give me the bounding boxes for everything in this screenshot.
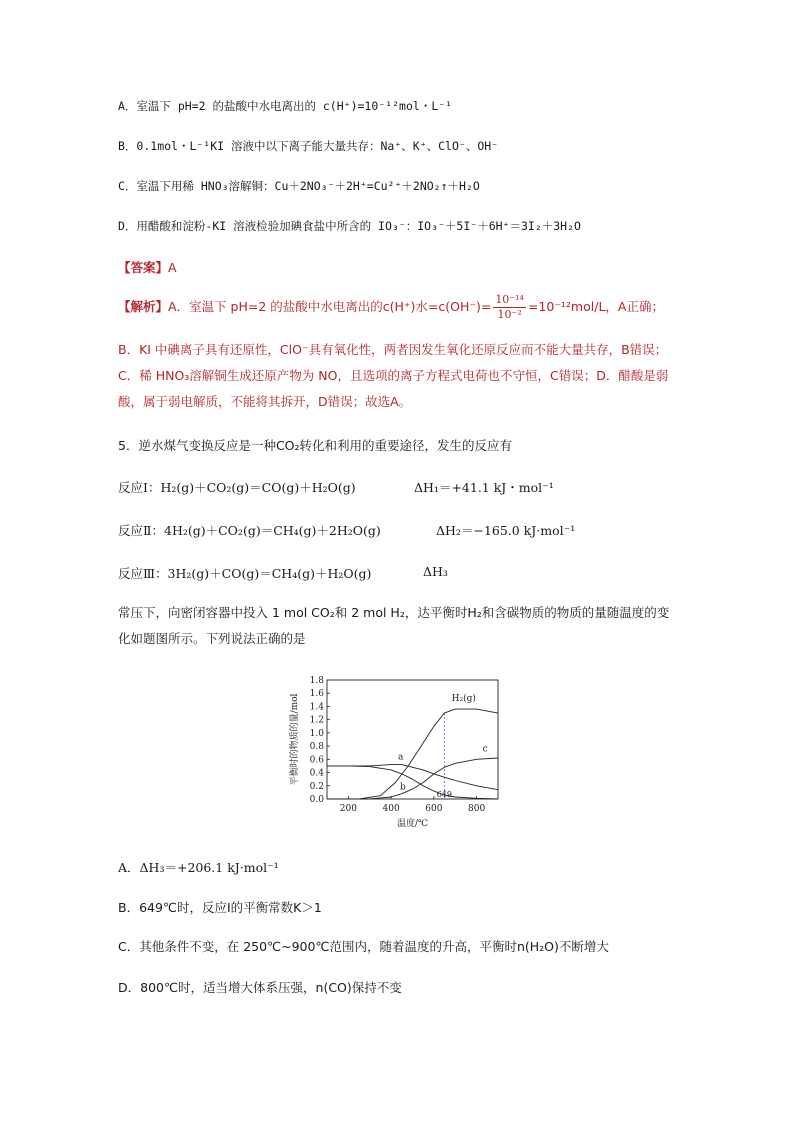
y-tick-label: 1.8	[309, 676, 324, 686]
y-tick-label: 1.0	[309, 728, 324, 739]
x-tick-label: 600	[425, 804, 443, 814]
answer-label: 【答案】	[118, 260, 169, 275]
y-tick-label: 1.2	[309, 715, 324, 726]
y-tick-label: 0.2	[309, 781, 324, 792]
fraction-denominator: 10⁻²	[497, 308, 522, 321]
analysis-fraction	[493, 293, 526, 322]
series-label-b: b	[399, 782, 406, 793]
q5-option-d: D．800℃时，适当增大体系压强，n(CO)保持不变	[118, 980, 402, 995]
q4-analysis-line1	[118, 293, 664, 322]
series-line-a	[327, 765, 498, 790]
y-axis-label: 平衡时的物质的量/mol	[290, 693, 300, 786]
fraction-numerator: 10⁻¹⁴	[495, 293, 524, 306]
x-tick-label: 800	[468, 804, 486, 814]
y-tick-label: 1.6	[309, 689, 324, 700]
q4-option-b: B．0.1mol・L⁻¹KI 溶液中以下离子能大量共存：Na⁺、K⁺、ClO⁻、OH⁻	[118, 139, 499, 153]
q4-answer	[118, 258, 177, 276]
series-label-a: a	[398, 752, 404, 763]
x-tick-label: 200	[339, 804, 357, 814]
x-axis-label: 温度/℃	[396, 819, 429, 829]
reaction-1-enthalpy: ΔH₁＝+41.1 kJ・mol⁻¹	[414, 480, 554, 495]
series-line-H₂(g)	[327, 709, 498, 799]
y-tick-label: 0.4	[309, 768, 324, 779]
q4-analysis-rest: B．KI 中碘离子具有还原性，ClO⁻具有氧化性，两者因发生氧化还原反应而不能大量共存，B错误；C．稀 HNO₃溶解铜生成还原产物为 NO，且选项的离子方程式电荷也不守恒，C错误；D．醋酸是弱酸，属于弱电解质，不能将其拆开，D错误；故选A。	[118, 342, 669, 409]
analysis-label: 【解析】	[118, 299, 169, 314]
reaction-3: 反应Ⅲ：3H₂(g)＋CO(g)＝CH₄(g)＋H₂O(g)	[118, 566, 372, 581]
q5-option-a: A．ΔH₃＝+206.1 kJ·mol⁻¹	[118, 860, 279, 875]
y-tick-label: 0.6	[309, 755, 324, 766]
q4-option-a: A．室温下 pH=2 的盐酸中水电离出的 c(H⁺)=10⁻¹²mol・L⁻¹	[118, 99, 453, 113]
reaction-3-enthalpy: ΔH₃	[423, 564, 448, 579]
q4-option-d: D．用醋酸和淀粉-KI 溶液检验加碘食盐中所含的 IO₃⁻：IO₃⁻＋5I⁻＋6H⁺＝3I₂＋3H₂O	[118, 219, 581, 233]
y-tick-label: 0.0	[309, 795, 324, 805]
q5-stem: 5．逆水煤气变换反应是一种CO₂转化和利用的重要途径，发生的反应有	[118, 438, 513, 453]
x-special-tick-label: 649	[436, 790, 452, 799]
series-line-b	[327, 766, 498, 799]
q5-option-c: C．其他条件不变，在 250℃~900℃范围内，随着温度的升高，平衡时n(H₂O)不断增大	[118, 939, 609, 954]
analysis-line1-pre: A．室温下 pH=2 的盐酸中水电离出的c(H⁺)水=c(OH⁻)=	[168, 299, 492, 314]
x-tick-label: 400	[382, 804, 400, 814]
y-tick-label: 1.4	[309, 702, 324, 713]
q5-option-b: B．649℃时，反应Ⅰ的平衡常数K＞1	[118, 900, 322, 915]
series-label-c: c	[482, 744, 488, 755]
series-label-H₂(g): H₂(g)	[451, 694, 476, 705]
series-line-c	[327, 758, 498, 799]
reaction-1: 反应Ⅰ：H₂(g)＋CO₂(g)＝CO(g)＋H₂O(g)	[118, 480, 356, 495]
analysis-line1-post: =10⁻¹²mol/L，A正确；	[527, 299, 664, 314]
reaction-2-enthalpy: ΔH₂＝−165.0 kJ·mol⁻¹	[436, 523, 576, 538]
answer-value: A	[168, 260, 177, 275]
reaction-2: 反应Ⅱ：4H₂(g)＋CO₂(g)＝CH₄(g)＋2H₂O(g)	[118, 523, 381, 538]
q5-description: 常压下，向密闭容器中投入 1 mol CO₂和 2 mol H₂，达平衡时H₂和含碳物质的物质的量随温度的变化如题图所示。下列说法正确的是	[118, 605, 670, 646]
q4-option-c: C．室温下用稀 HNO₃溶解铜：Cu＋2NO₃⁻＋2H⁺=Cu²⁺＋2NO₂↑＋H₂O	[118, 179, 480, 193]
equilibrium-chart	[285, 672, 510, 840]
y-tick-label: 0.8	[309, 742, 324, 753]
